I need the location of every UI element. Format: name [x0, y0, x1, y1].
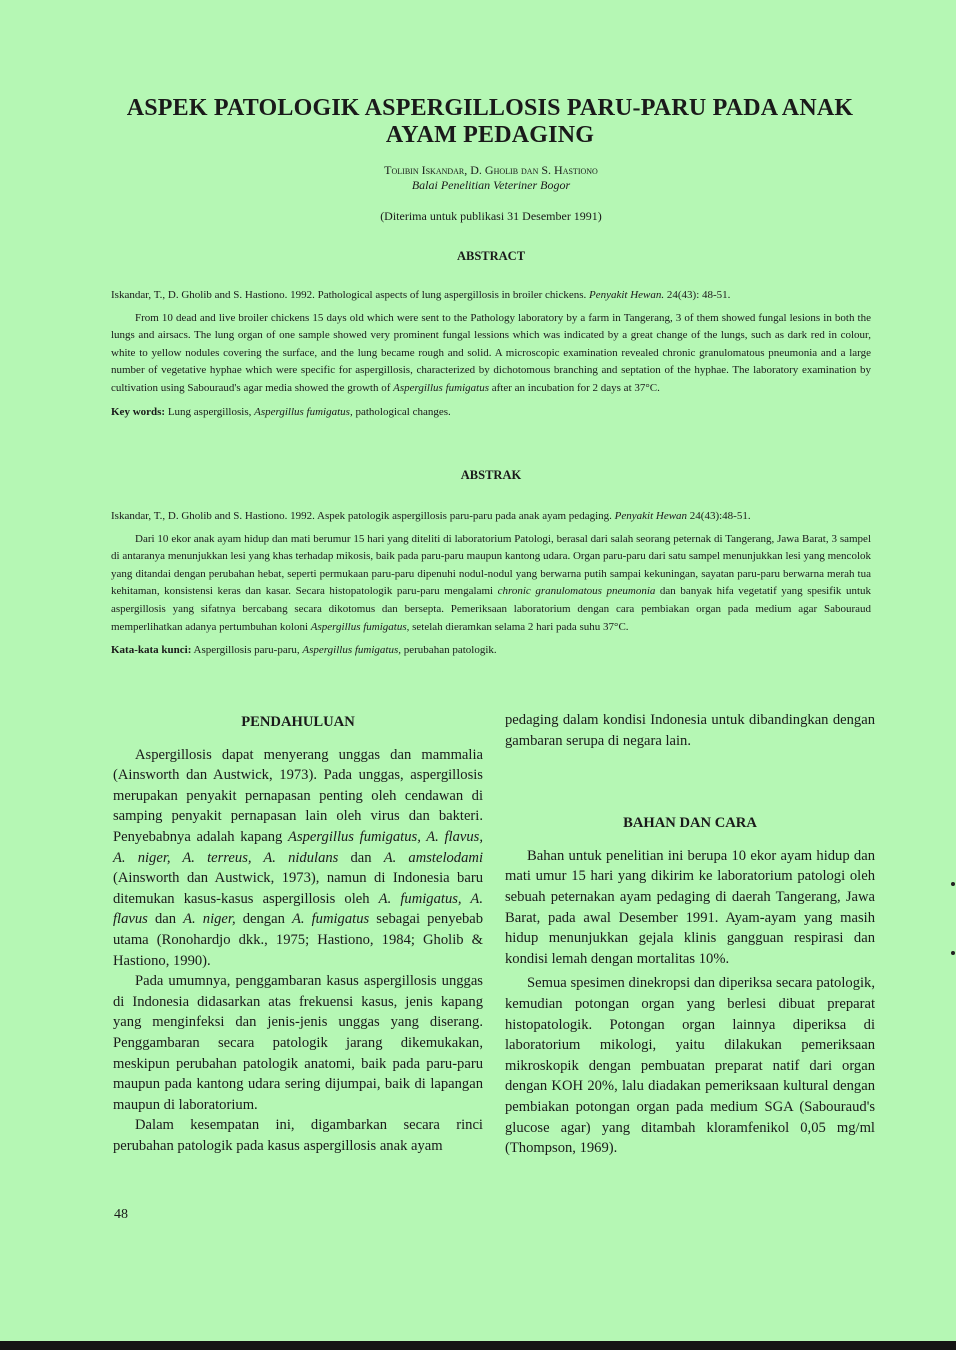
scan-artifact-dot: [951, 951, 955, 955]
page-number: 48: [114, 1207, 128, 1222]
abstrak-citation-text: Iskandar, T., D. Gholib and S. Hastiono. 1992. Aspek patologik aspergillosis paru-paru pada anak ayam pedaging.: [111, 510, 612, 522]
abstract-citation-journal: Penyakit Hewan.: [588, 289, 665, 301]
scan-artifact-dot: [951, 882, 955, 886]
pendahuluan-p1-text-a: Aspergillosis dapat menyerang unggas dan mammalia (Ainsworth dan Austwick, 1973). Pada unggas, aspergillosis merupakan penyakit pernapasan penting oleh cendawan di samping penyakit pernapasan lain oleh virus dan bakteri. Penyebabnya adalah kapang: [113, 746, 483, 845]
scan-edge: [0, 1341, 956, 1350]
abstrak-citation-journal: Penyakit Hewan: [614, 510, 688, 522]
left-column: [113, 712, 483, 1156]
author-block: [200, 163, 782, 193]
pendahuluan-p1-species-2: A. amstelodami: [383, 849, 483, 866]
pendahuluan-p1-text-f: sebagai penyebab utama (Ronohardjo dkk., 1975; Hastiono, 1984; Gholib & Hastiono, 1990).: [113, 911, 484, 969]
author-affiliation: Balai Penelitian Veteriner Bogor: [411, 178, 571, 192]
abstrak-citation: [111, 508, 871, 526]
abstrak-body-text-1: Dari 10 ekor anak ayam hidup dan mati berumur 15 hari yang diteliti di laboratorium Patologi, berasal dari salah seorang peternak di Tangerang, Jawa Barat, 3 sampel di antaranya menunjukkan lesi yang khas terhadap mikosis, baik pada paru-paru maupun kantong udara. Organ paru-paru dari satu sampel menunjukkan lesi yang mencolok yang ditandai dengan perubahan hebat, seperti permukaan paru-paru dipenuhi nodul-nodul yang berwarna putih sampai kekuningan, sayatan paru-paru berwarna merah tua kehitaman, konsistensi keras dan kasar. Secara histopatologik paru-paru mengalami: [111, 532, 871, 598]
abstrak-heading: ABSTRAK: [460, 468, 522, 482]
pendahuluan-p1-text-c: (Ainsworth dan Austwick, 1973), namun di Indonesia baru ditemukan kasus-kasus aspergillosis oleh: [113, 870, 483, 907]
abstract-keywords-species: Aspergillus fumigatus,: [254, 405, 353, 418]
abstrak-keywords-1: Aspergillosis paru-paru,: [193, 644, 300, 657]
abstrak-citation-volume: 24(43):48-51.: [689, 510, 751, 522]
pendahuluan-paragraph-3: Dalam kesempatan ini, digambarkan secara rinci perubahan patologik pada kasus aspergillosis anak ayam: [113, 1117, 483, 1154]
pendahuluan-paragraph-3-continued: pedaging dalam kondisi Indonesia untuk dibandingkan dengan gambaran serupa di negara lain.: [505, 712, 875, 749]
abstrak-body-species: Aspergillus fumigatus,: [310, 620, 410, 633]
author-names: Tolibin Iskandar, D. Gholib dan S. Hastiono: [384, 163, 598, 177]
abstrak-body-text-3: setelah dieramkan selama 2 hari pada suhu 37°C.: [412, 620, 629, 633]
abstract-body-text-2: after an incubation for 2 days at 37°C.: [491, 381, 660, 394]
bahan-heading: BAHAN DAN CARA: [623, 815, 757, 832]
pendahuluan-p1-species-3: A. fumigatus, A. flavus: [113, 890, 483, 928]
article-title: ASPEK PATOLOGIK ASPERGILLOSIS PARU-PARU PADA ANAK AYAM PEDAGING: [126, 95, 854, 148]
abstrak-body: [111, 531, 871, 637]
abstract-citation: [111, 287, 871, 305]
pendahuluan-paragraph-1: [113, 745, 483, 972]
pendahuluan-p1-species: Aspergillus fumigatus, A. flavus, A. niger, A. terreus, A. nidulans: [113, 828, 483, 866]
pendahuluan-p1-text-e: dengan: [242, 911, 285, 928]
abstrak-keywords-label: Kata-kata kunci:: [111, 644, 192, 657]
abstrak-keywords-species: Aspergillus fumigatus,: [302, 644, 402, 657]
abstrak-keywords-2: perubahan patologik.: [403, 644, 497, 657]
bahan-paragraph-2: Semua spesimen dinekropsi dan diperiksa secara patologik, kemudian potongan organ yang berlesi dibuat preparat histopatologik. Potongan organ lainnya diperiksa di laboratorium mikologi, yaitu dilakukan pemeriksaan mikroskopik dengan pembuatan preparat natif dari organ dengan KOH 20%, lalu diadakan pemeriksaan kultural dengan pembiakan potongan organ pada medium SGA (Sabouraud's glucose agar) yang ditambah kloramfenikol 0,05 mg/ml (Thompson, 1969).: [505, 975, 875, 1157]
bahan-paragraph-1: Bahan untuk penelitian ini berupa 10 ekor ayam hidup dan mati umur 15 hari yang dikirim ke laboratorium patologi oleh sebuah peternakan ayam pedaging di daerah Tangerang, Jawa Barat, pada awal Desember 1991. Ayam-ayam yang masih hidup menunjukkan gejala klinis gangguan respirasi dan kondisi lemah dengan mortalitas 10%.: [505, 847, 875, 967]
abstract-keywords-2: pathological changes.: [355, 405, 451, 418]
pendahuluan-p1-species-5: A. fumigatus: [291, 911, 370, 928]
abstract-body-text-1: From 10 dead and live broiler chickens 15 days old which were sent to the Pathology laboratory by a farm in Tangerang, 3 of them showed fungal lesions in both the lungs and airsacs. The lung organ of one sample showed very prominent fungal lessions which was indicated by a great change of the lungs, such as dark red in colour, white to yellow nodules covering the surface, and the lung became rough and solid. A microscopic examination revealed chronic granulomatous pneumonia and a large number of vegetative hyphae which were specific for aspergillosis, characterized by dichotomous branching and septation of the hyphae. The laboratory examination by cultivation using Sabouraud's agar media showed the growth of: [111, 311, 871, 394]
abstract-body-species: Aspergillus fumigatus: [393, 381, 489, 394]
abstract-keywords-label: Key words:: [111, 405, 166, 418]
pendahuluan-p1-species-4: A. niger,: [183, 911, 236, 928]
pendahuluan-paragraph-2: Pada umumnya, penggambaran kasus aspergillosis unggas di Indonesia didasarkan atas frekuensi kasus, jenis kapang yang menginfeksi dan jenis-jenis unggas yang diserang. Penggambaran secara patologik jarang dikemukakan, meskipun perubahan patologik anatomi, baik pada paru-paru maupun pada kantong udara sering dijumpai, baik di lapangan maupun di laboratorium.: [113, 973, 483, 1113]
pendahuluan-heading: PENDAHULUAN: [241, 714, 355, 730]
abstrak-block: [111, 508, 871, 660]
abstract-citation-volume: 24(43): 48-51.: [666, 289, 731, 301]
right-column: [505, 710, 875, 1159]
abstrak-keywords: [111, 642, 871, 660]
abstrak-body-text-2: dan banyak hifa vegetatif yang spesifik untuk aspergillosis yang sifatnya bercabang secara dikotomus dan bersepta. Pemeriksaan laboratorium dengan cara pembiakan organ pada medium agar Sabouraud memperlihatkan adanya pertumbuhan koloni: [111, 585, 872, 633]
abstract-body: [111, 310, 871, 398]
abstrak-body-italic: chronic granulomatous pneumonia: [497, 585, 656, 598]
pendahuluan-p1-text-b: dan: [350, 849, 372, 866]
abstract-heading: ABSTRACT: [456, 249, 526, 263]
pendahuluan-p1-text-d: dan: [154, 911, 177, 928]
abstract-keywords: [111, 404, 871, 422]
abstract-citation-text: Iskandar, T., D. Gholib and S. Hastiono. 1992. Pathological aspects of lung aspergillosis in broiler chickens.: [111, 289, 587, 301]
abstract-block: [111, 287, 871, 421]
received-date: (Diterima untuk publikasi 31 Desember 1991): [380, 209, 602, 223]
abstract-keywords-1: Lung aspergillosis,: [167, 405, 252, 418]
